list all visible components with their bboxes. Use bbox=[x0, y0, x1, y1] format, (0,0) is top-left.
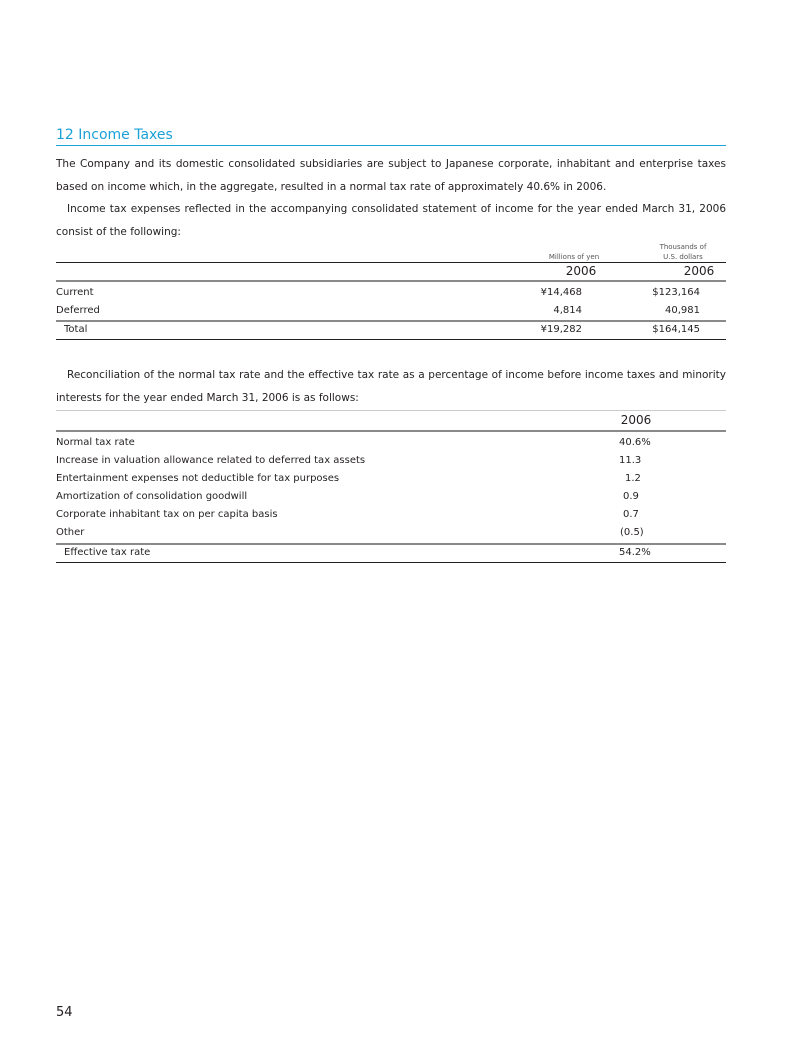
table1-header-rule bbox=[56, 280, 726, 282]
year-usd: 2006 bbox=[683, 264, 715, 278]
table2-bottom-rule bbox=[56, 562, 726, 563]
table2-top-rule bbox=[56, 410, 726, 411]
row-value: 54.2% bbox=[619, 547, 651, 558]
row-label: Corporate inhabitant tax on per capita basis bbox=[56, 509, 278, 520]
row-usd: $123,164 bbox=[652, 287, 700, 298]
paragraph-tax-expenses: Income tax expenses reflected in the accompanying consolidated statement of income for the year ended March 31, 2006 consist of the following: bbox=[56, 203, 726, 238]
table-row bbox=[56, 452, 726, 470]
table-row-total bbox=[56, 321, 726, 339]
table-row bbox=[56, 470, 726, 488]
paragraph-tax-rate: The Company and its domestic consolidated subsidiaries are subject to Japanese corporate, inhabitant and enterprise taxes based on income which, in the aggregate, resulted in a normal tax rate of approximately 40.6% in 2006. bbox=[56, 158, 726, 193]
row-yen: ¥14,468 bbox=[540, 287, 582, 298]
table-row bbox=[56, 524, 726, 542]
table1-bottom-rule bbox=[56, 339, 726, 340]
page-number: 54 bbox=[56, 1005, 73, 1020]
table-row-total bbox=[56, 544, 726, 562]
table-row bbox=[56, 506, 726, 524]
row-label: Deferred bbox=[56, 305, 100, 316]
table1-top-rule bbox=[56, 262, 726, 263]
row-label: Amortization of consolidation goodwill bbox=[56, 491, 248, 502]
row-usd: $164,145 bbox=[652, 324, 700, 335]
row-yen: 4,814 bbox=[553, 305, 582, 316]
row-label: Normal tax rate bbox=[56, 437, 135, 448]
row-label: Total bbox=[64, 324, 88, 335]
table-row bbox=[56, 488, 726, 506]
row-value: 0.7 bbox=[623, 509, 639, 520]
row-label: Effective tax rate bbox=[64, 547, 151, 558]
table-row bbox=[56, 434, 726, 452]
table2-header-rule bbox=[56, 430, 726, 432]
row-value: (0.5) bbox=[620, 527, 644, 538]
row-value: 0.9 bbox=[623, 491, 639, 502]
row-usd: 40,981 bbox=[665, 305, 700, 316]
col-header-usd-line1: Thousands of bbox=[659, 243, 707, 251]
paragraph-reconciliation: Reconciliation of the normal tax rate and the effective tax rate as a percentage of income before income taxes and minority interests for the year ended March 31, 2006 is as follows: bbox=[56, 369, 726, 404]
row-label: Increase in valuation allowance related to deferred tax assets bbox=[56, 455, 366, 466]
table-row bbox=[56, 284, 726, 302]
year-2006: 2006 bbox=[620, 413, 652, 427]
row-value: 40.6% bbox=[619, 437, 651, 448]
row-label: Current bbox=[56, 287, 94, 298]
row-label: Entertainment expenses not deductible for tax purposes bbox=[56, 473, 340, 484]
row-label: Other bbox=[56, 527, 85, 538]
col-header-yen: Millions of yen bbox=[548, 253, 600, 261]
section-title: 12 Income Taxes bbox=[56, 127, 726, 146]
row-yen: ¥19,282 bbox=[540, 324, 582, 335]
row-value: 11.3 bbox=[619, 455, 642, 466]
year-yen: 2006 bbox=[565, 264, 597, 278]
col-header-usd-line2: U.S. dollars bbox=[663, 253, 703, 261]
col-header-usd bbox=[638, 242, 728, 262]
table-row bbox=[56, 302, 726, 320]
row-value: 1.2 bbox=[625, 473, 641, 484]
